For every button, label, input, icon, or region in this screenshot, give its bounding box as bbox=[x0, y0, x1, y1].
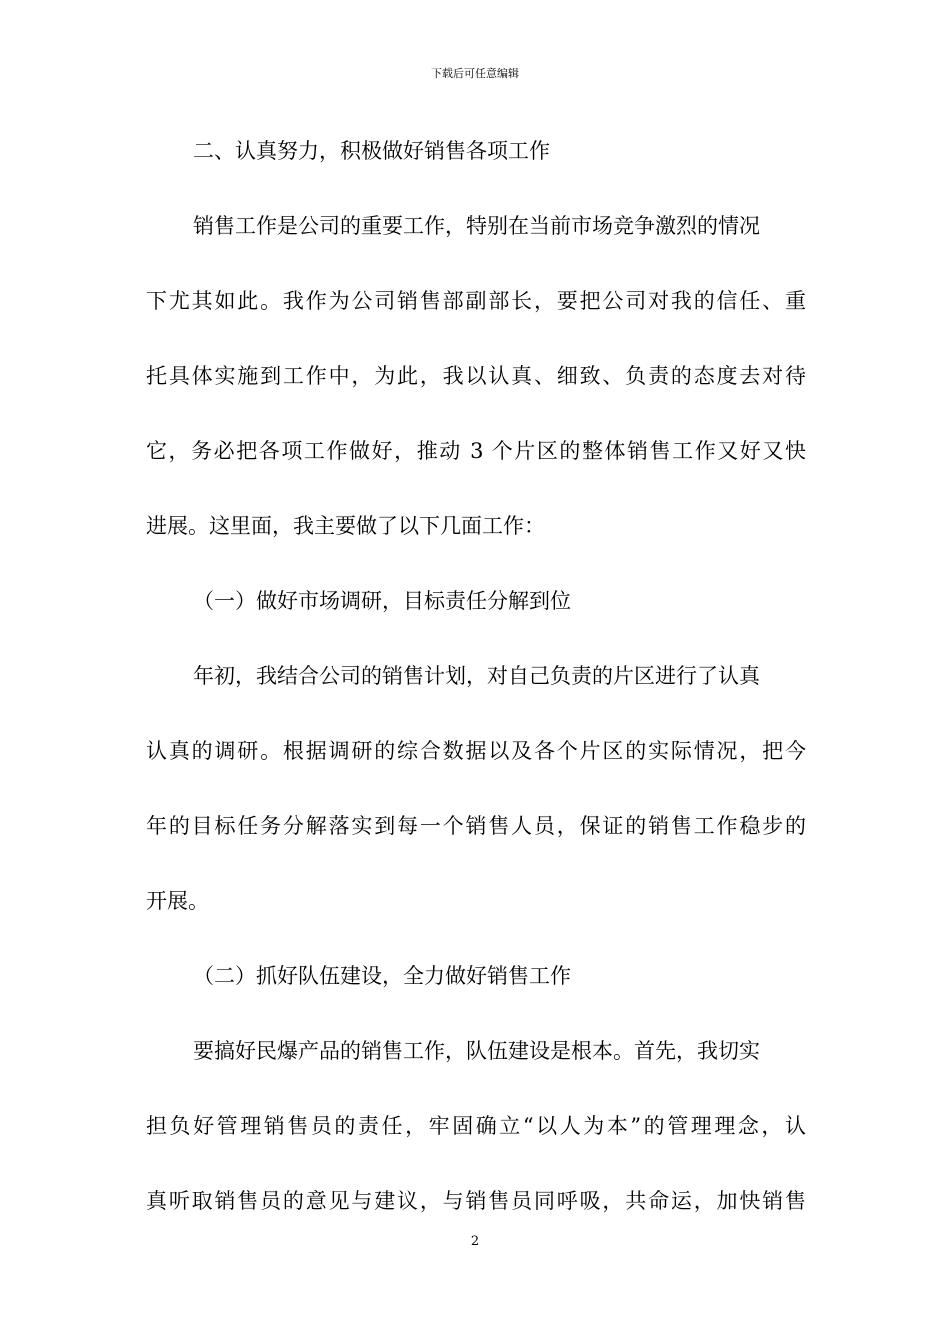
paragraph-line: 年的目标任务分解落实到每一个销售人员，保证的销售工作稳步的 bbox=[146, 814, 806, 838]
paragraph-line: 下尤其如此。我作为公司销售部副部长，要把公司对我的信任、重 bbox=[146, 289, 806, 313]
paragraph-line: 进展。这里面，我主要做了以下几面工作： bbox=[146, 514, 545, 538]
section-heading: 二、认真努力，积极做好销售各项工作 bbox=[193, 139, 550, 163]
page-header: 下载后可任意编辑 bbox=[431, 67, 519, 80]
paragraph-line: 年初，我结合公司的销售计划，对自己负责的片区进行了认真 bbox=[193, 664, 760, 688]
page-number: 2 bbox=[470, 1234, 480, 1249]
paragraph-line: 认真的调研。根据调研的综合数据以及各个片区的实际情况，把今 bbox=[146, 739, 806, 763]
paragraph-line: 要搞好民爆产品的销售工作，队伍建设是根本。首先，我切实 bbox=[193, 1039, 760, 1063]
subsection-heading: （一）做好市场调研，目标责任分解到位 bbox=[193, 589, 571, 613]
paragraph-line: 开展。 bbox=[146, 889, 209, 913]
paragraph-line: 担负好管理销售员的责任，牢固确立“以人为本”的管理理念，认 bbox=[146, 1114, 806, 1138]
subsection-heading: （二）抓好队伍建设，全力做好销售工作 bbox=[193, 964, 571, 988]
paragraph-line: 它，务必把各项工作做好，推动 3 个片区的整体销售工作又好又快 bbox=[146, 439, 806, 463]
paragraph-line: 销售工作是公司的重要工作，特别在当前市场竞争激烈的情况 bbox=[193, 214, 760, 238]
paragraph-line: 真听取销售员的意见与建议，与销售员同呼吸，共命运，加快销售 bbox=[146, 1189, 806, 1213]
paragraph-line: 托具体实施到工作中，为此，我以认真、细致、负责的态度去对待 bbox=[146, 364, 806, 388]
